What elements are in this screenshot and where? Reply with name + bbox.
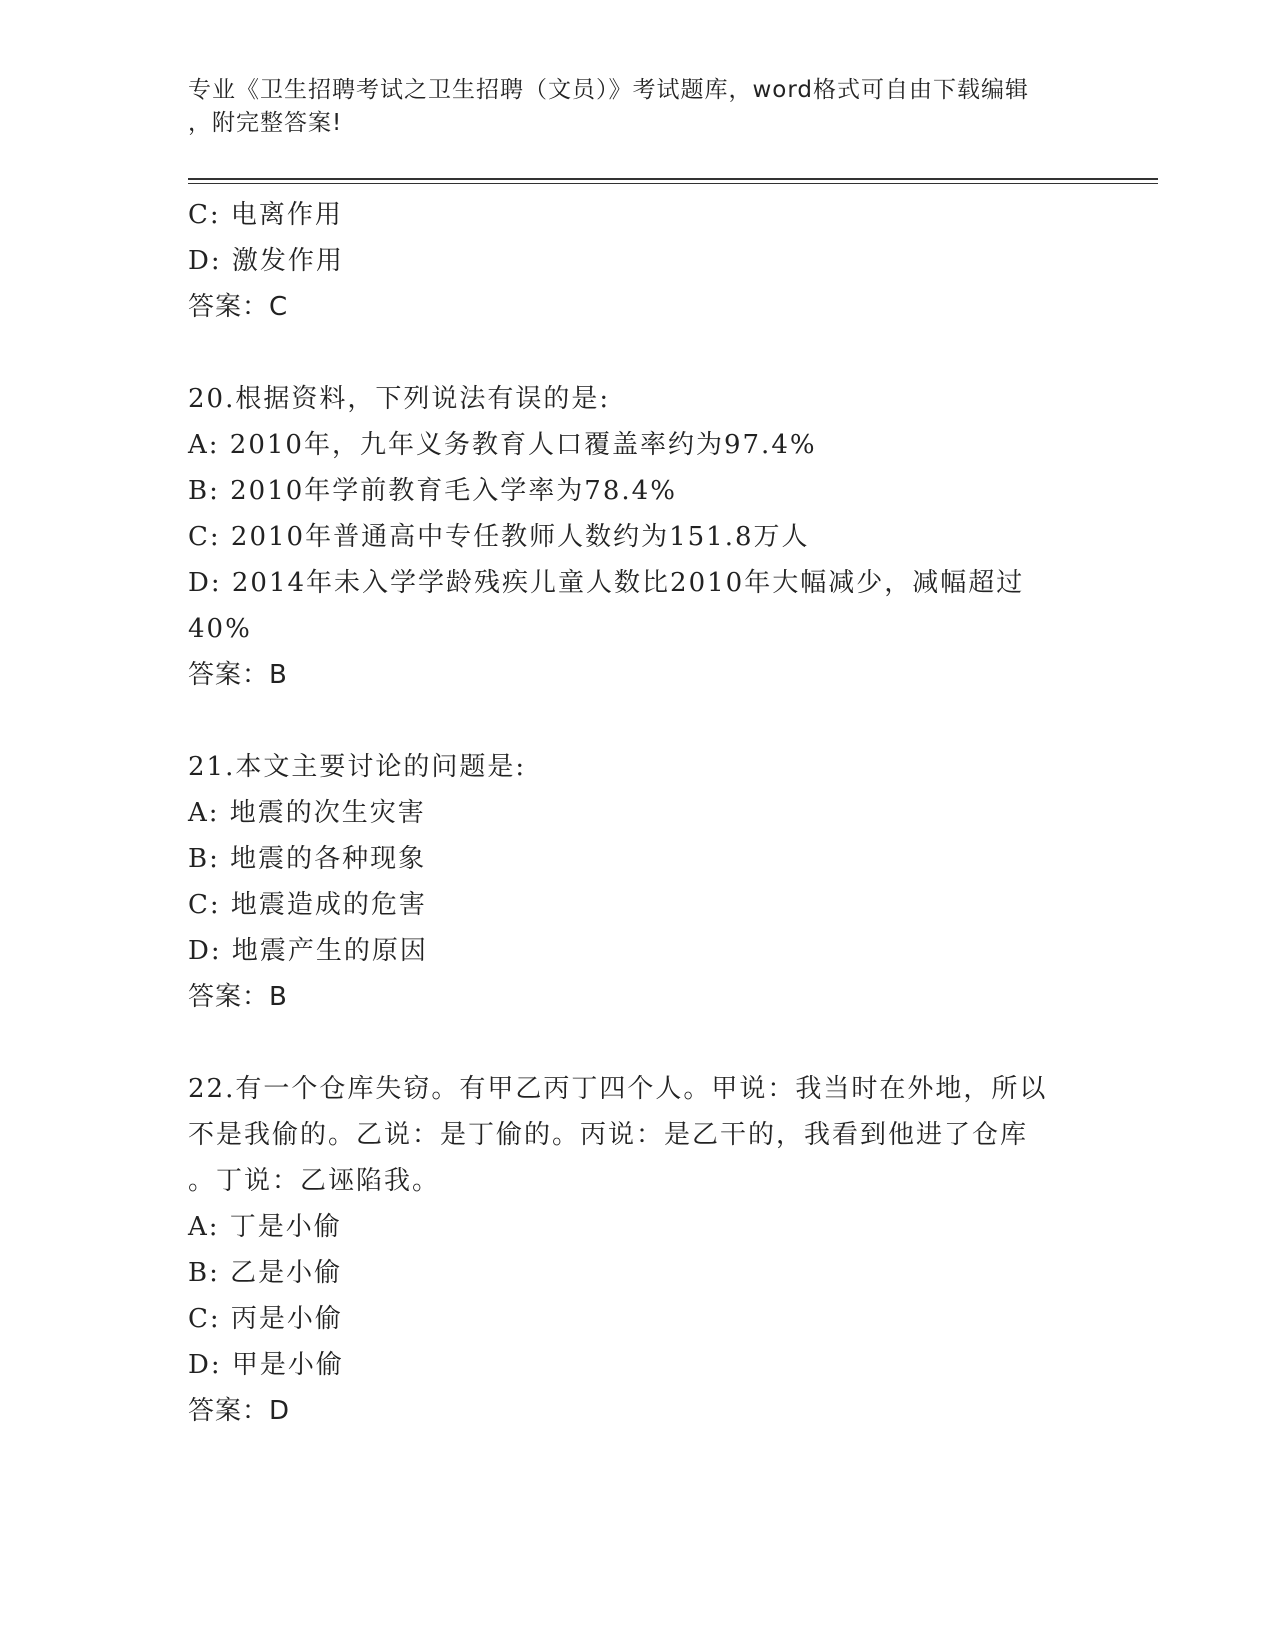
header-line-2: ，附完整答案! — [188, 110, 343, 136]
q20-option-c: C: 2010年普通高中专任教师人数约为151.8万人 — [188, 522, 810, 552]
q20-option-d-line1: D: 2014年未入学学龄残疾儿童人数比2010年大幅减少，减幅超过 — [188, 568, 1025, 598]
spacer — [188, 330, 1088, 376]
q22-question-line1: 22.有一个仓库失窃。有甲乙丙丁四个人。甲说：我当时在外地，所以 — [188, 1074, 1048, 1104]
q22-option-d: D: 甲是小偷 — [188, 1350, 344, 1380]
q19-answer: 答案：C — [188, 292, 289, 322]
q20-option-d-line2: 40% — [188, 614, 252, 644]
q21-option-b: B: 地震的各种现象 — [188, 844, 427, 874]
q21-question: 21.本文主要讨论的问题是: — [188, 752, 527, 782]
q22-option-c: C: 丙是小偷 — [188, 1304, 343, 1334]
question-21-block — [188, 744, 1088, 1020]
q20-question: 20.根据资料，下列说法有误的是: — [188, 384, 611, 414]
q20-option-a: A: 2010年，九年义务教育人口覆盖率约为97.4% — [188, 430, 817, 460]
q22-answer: 答案：D — [188, 1396, 291, 1426]
q21-option-c: C: 地震造成的危害 — [188, 890, 427, 920]
q21-answer: 答案：B — [188, 982, 288, 1012]
spacer — [188, 698, 1088, 744]
question-20-block — [188, 376, 1088, 698]
q21-option-a: A: 地震的次生灾害 — [188, 798, 426, 828]
spacer — [188, 1020, 1088, 1066]
question-22-block — [188, 1066, 1088, 1434]
q22-question-line3: 。丁说：乙诬陷我。 — [188, 1166, 441, 1196]
q19-option-c: C: 电离作用 — [188, 200, 343, 230]
header-line-1: 专业《卫生招聘考试之卫生招聘（文员）》考试题库，word格式可自由下载编辑 — [188, 77, 1030, 103]
q22-question-line2: 不是我偷的。乙说：是丁偷的。丙说：是乙干的，我看到他进了仓库 — [188, 1120, 1029, 1150]
page-header — [188, 74, 1088, 140]
q21-option-d: D: 地震产生的原因 — [188, 936, 428, 966]
q22-option-a: A: 丁是小偷 — [188, 1212, 342, 1242]
header-divider — [188, 178, 1158, 184]
q20-option-b: B: 2010年学前教育毛入学率为78.4% — [188, 476, 677, 506]
q22-option-b: B: 乙是小偷 — [188, 1258, 343, 1288]
q20-answer: 答案：B — [188, 660, 288, 690]
question-content — [188, 192, 1088, 1434]
question-19-block — [188, 192, 1088, 330]
q19-option-d: D: 激发作用 — [188, 246, 344, 276]
